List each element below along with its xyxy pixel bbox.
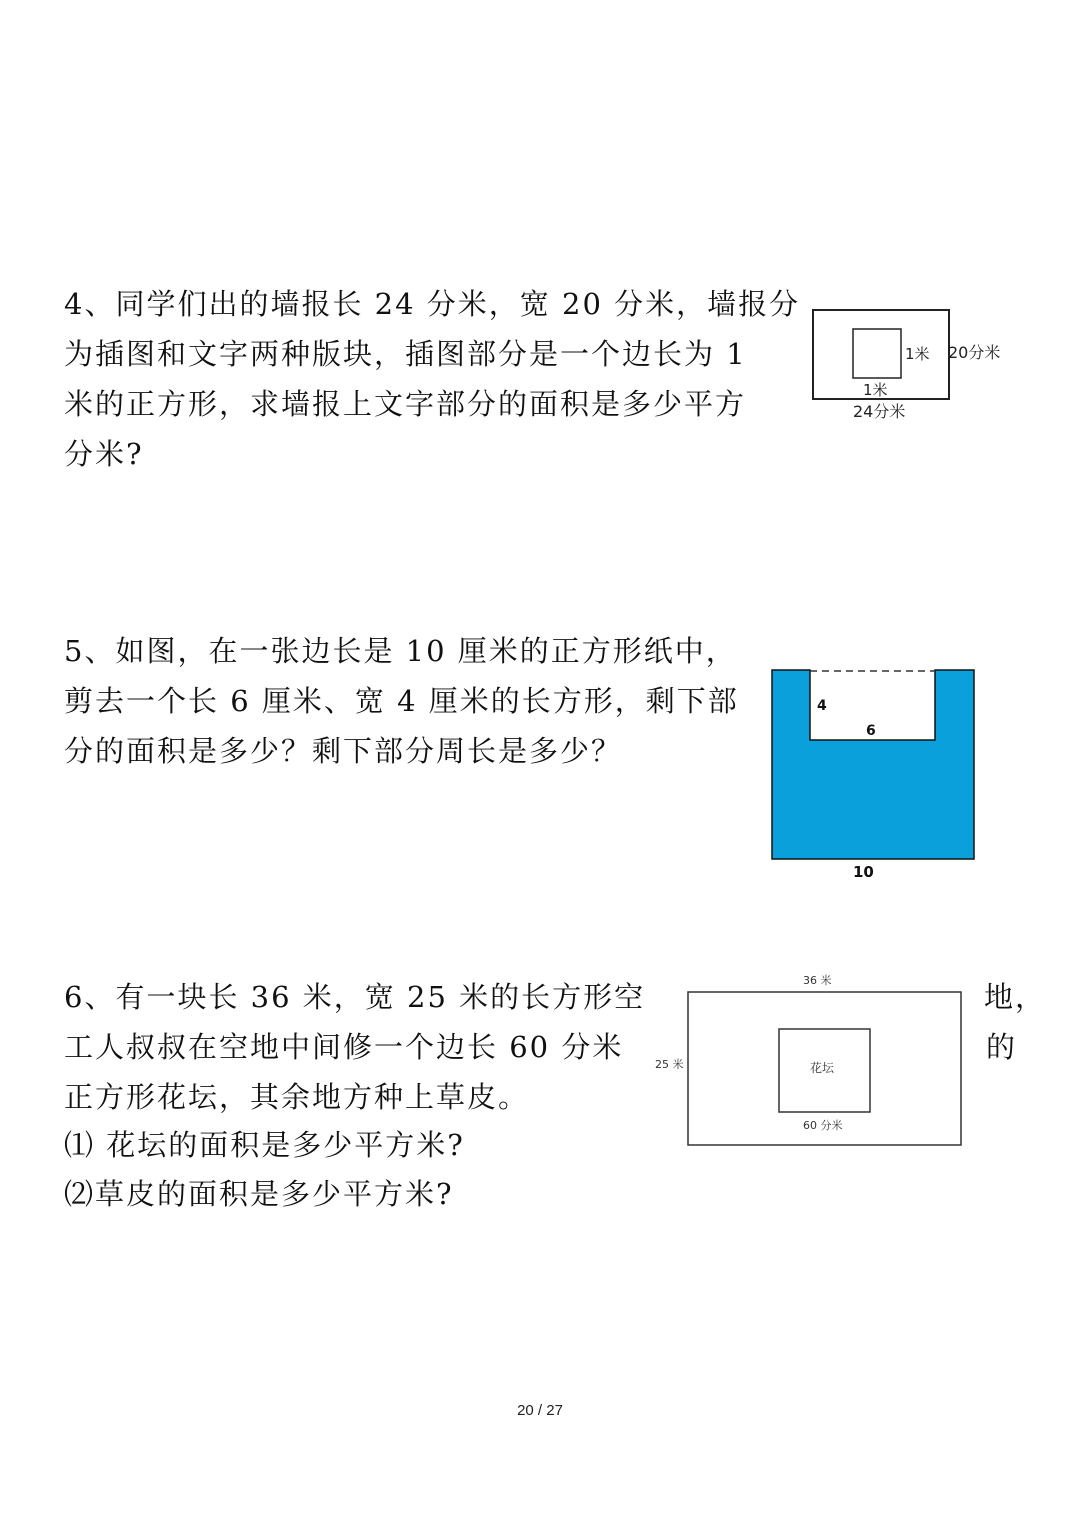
q6-sub-question-2: ⑵草皮的面积是多少平方米?: [64, 1177, 454, 1211]
q6-line-2: 工人叔叔在空地中间修一个边长 60 分米: [64, 1030, 624, 1064]
q6-line-3: 正方形花坛，其余地方种上草皮。: [64, 1080, 530, 1114]
q6-length-label: 36 米: [803, 974, 832, 987]
q5-line-2: 剪去一个长 6 厘米、宽 4 厘米的长方形，剩下部: [64, 684, 739, 718]
q5-square-side-label: 10: [853, 863, 874, 881]
q5-cut-width-label: 6: [866, 723, 876, 739]
q5-line-3: 分的面积是多少？剩下部分周长是多少？: [64, 734, 623, 768]
q6-width-label: 25 米: [655, 1058, 684, 1071]
q5-remaining-shape: [772, 670, 974, 859]
q6-bed-label: 花坛: [810, 1061, 835, 1075]
page-number: 20 / 27: [517, 1402, 563, 1419]
q5-cut-height-label: 4: [817, 698, 827, 714]
q4-line-3: 米的正方形，求墙报上文字部分的面积是多少平方: [64, 387, 747, 421]
q4-line-2: 为插图和文字两种版块，插图部分是一个边长为 1: [64, 337, 747, 371]
q6-line-2-tail: 的: [986, 1030, 1018, 1064]
q4-outer-bottom-label: 24分米: [853, 402, 906, 421]
q6-bed-side-label: 60 分米: [803, 1119, 843, 1132]
q4-inner-side-label: 1米: [905, 345, 930, 363]
q6-line-1: 6、有一块长 36 米，宽 25 米的长方形空: [64, 980, 646, 1014]
q4-outer-side-label: 20分米: [948, 343, 1001, 362]
q4-line-4: 分米?: [64, 437, 144, 471]
q5-cut-square-figure: [762, 660, 987, 885]
q4-line-1: 4、同学们出的墙报长 24 分米，宽 20 分米，墙报分: [64, 287, 801, 321]
q4-inner-bottom-label: 1米: [863, 381, 888, 399]
q5-line-1: 5、如图，在一张边长是 10 厘米的正方形纸中，: [64, 634, 737, 668]
q6-sub-question-1: ⑴ 花坛的面积是多少平方米?: [64, 1128, 465, 1162]
q6-field-figure: [650, 965, 970, 1155]
q4-inner-square: [853, 329, 901, 378]
q6-line-1-tail: 地，: [984, 980, 1047, 1014]
q4-wall-poster-figure: [805, 300, 1020, 430]
